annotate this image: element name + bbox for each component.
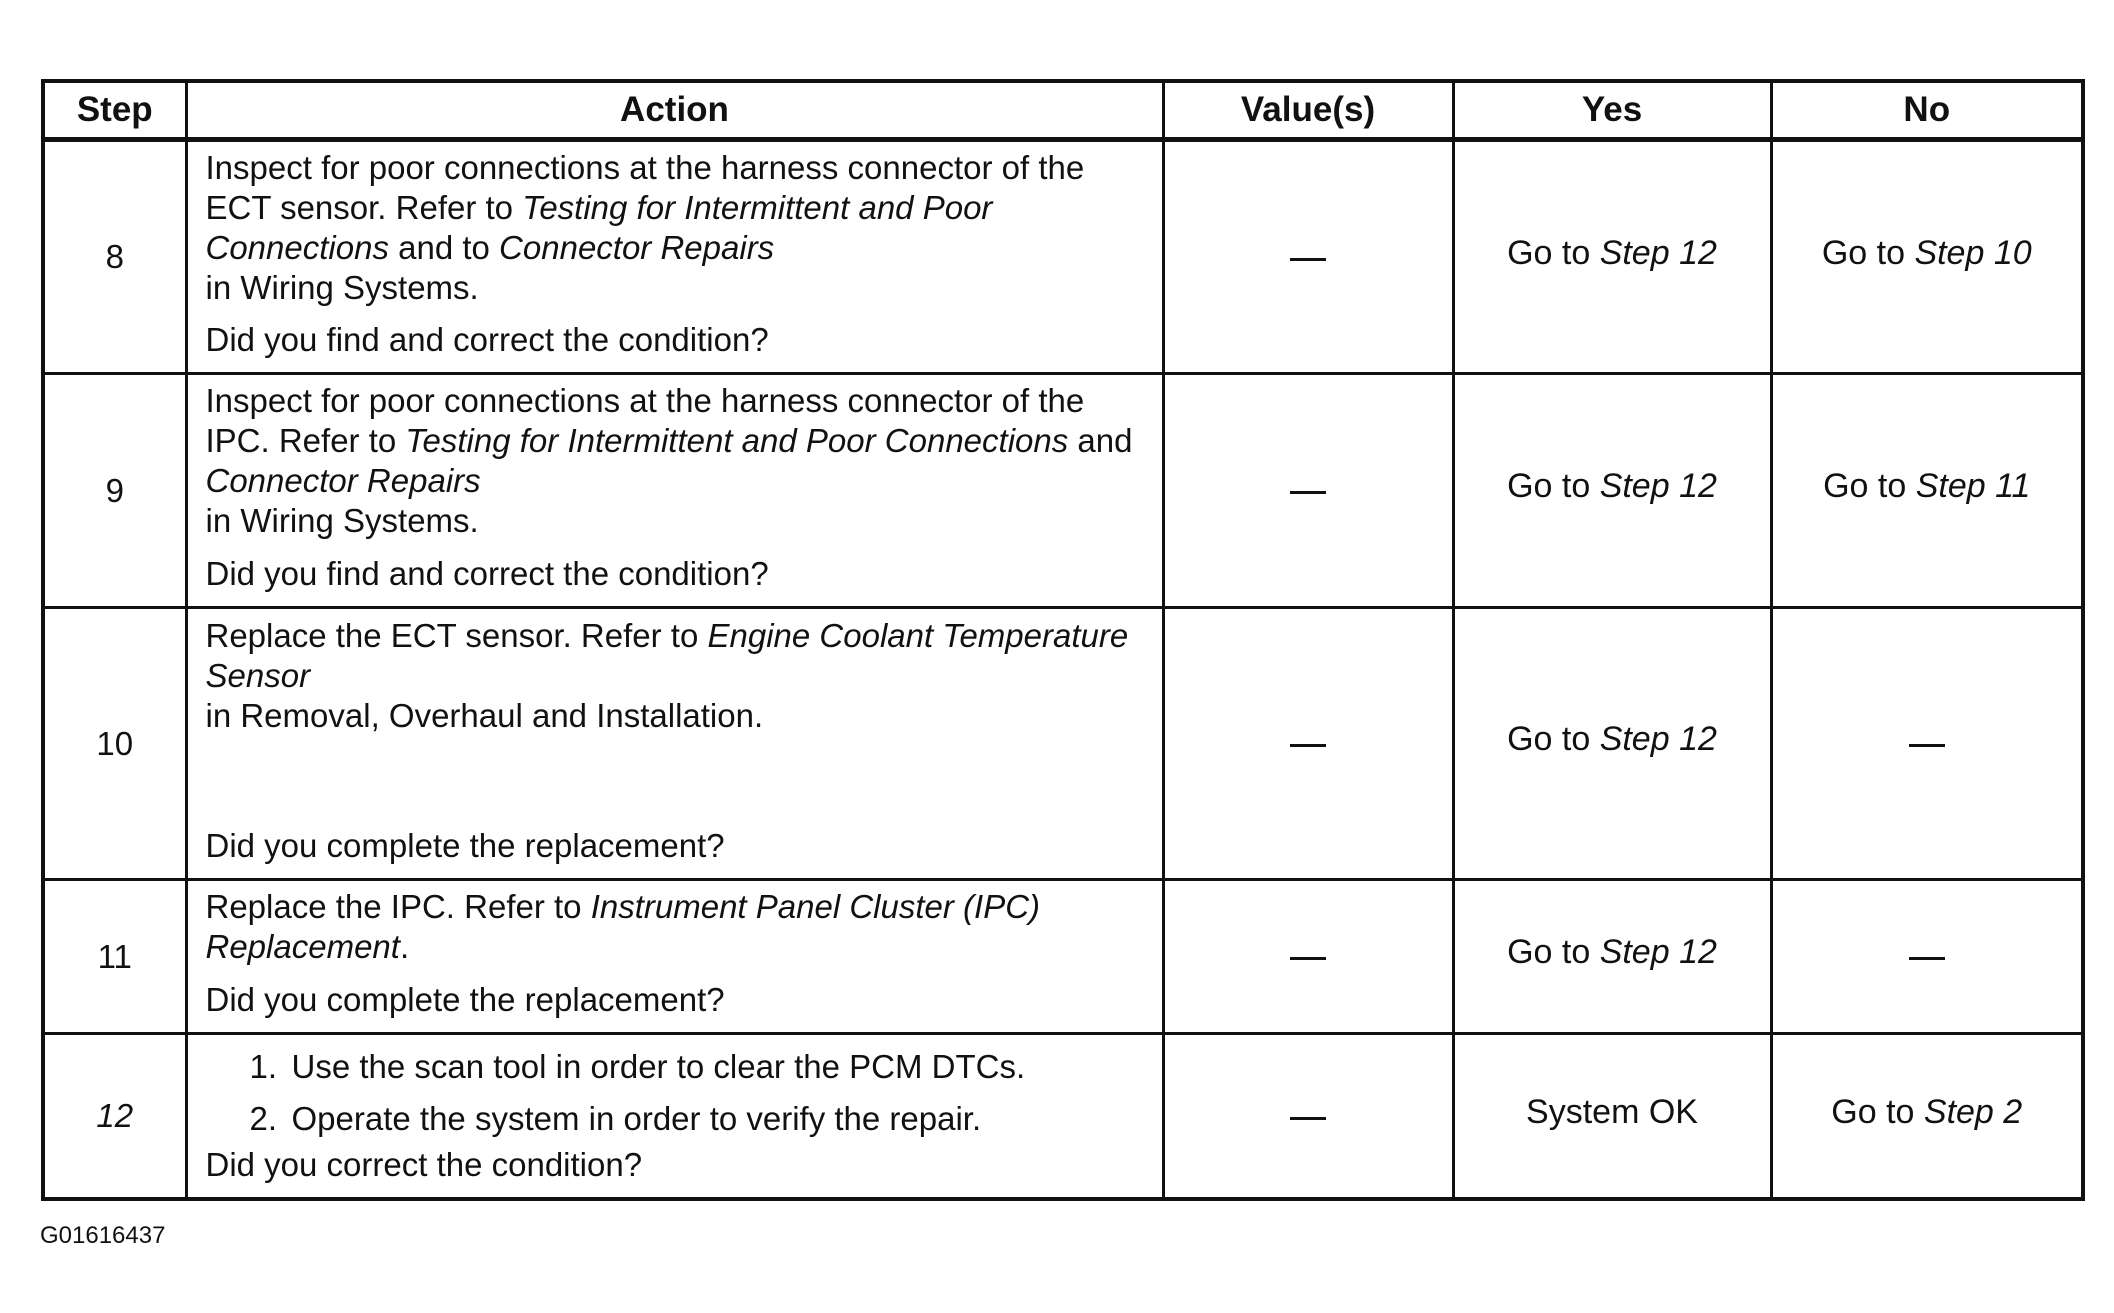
header-action: Action (186, 81, 1163, 140)
step-number: 10 (43, 608, 186, 880)
no-cell (1771, 880, 2083, 1034)
action-cell (186, 608, 1163, 880)
action-cell (186, 880, 1163, 1034)
step-number: 11 (43, 880, 186, 1034)
figure-id: G01616437 (40, 1222, 166, 1249)
question-text: Did you correct the condition? (205, 1146, 643, 1183)
action-text: Inspect for poor connections at the harness connector of the ECT sensor. Refer to Testing for Intermittent and Poor Connections and to Connector Repairs in Wiring Systems. (205, 149, 1085, 306)
dash-mark (1290, 1117, 1326, 1120)
step-number: 9 (43, 374, 186, 608)
go-to-step-link: Step 12 (1599, 467, 1717, 505)
table-row-step-8 (43, 140, 2083, 374)
go-to-step-link: Step 12 (1599, 233, 1717, 272)
header-no: No (1771, 81, 2083, 140)
no-cell: Go to Step 11 (1771, 374, 2083, 608)
diagnostic-table (41, 79, 2085, 1201)
header-values: Value(s) (1163, 81, 1453, 140)
list-item: 1. Use the scan tool in order to clear the PCM DTCs. (249, 1048, 1026, 1085)
go-to-step-link: Step 2 (1923, 1092, 2023, 1131)
no-cell: Go to Step 2 (1771, 1034, 2083, 1200)
step-number: 8 (43, 140, 186, 374)
table-row-step-9 (43, 374, 2083, 608)
value-cell (1163, 880, 1453, 1034)
reference-link: Testing for Intermittent and Poor Connections (405, 422, 1069, 459)
reference-link: Testing for Intermittent and Poor Connections (205, 189, 993, 266)
table-row-step-10 (43, 608, 2083, 880)
no-cell: Go to Step 10 (1771, 140, 2083, 374)
dash-mark (1290, 744, 1326, 747)
yes-cell: Go to Step 12 (1453, 374, 1771, 608)
dash-mark (1290, 258, 1326, 261)
action-cell (186, 1034, 1163, 1200)
action-text: Replace the ECT sensor. Refer to Engine Coolant Temperature Sensor in Removal, Overhaul and Installation. (205, 616, 1129, 734)
table-row-step-12 (43, 1034, 2083, 1200)
yes-cell: System OK (1453, 1034, 1771, 1200)
yes-cell: Go to Step 12 (1453, 140, 1771, 374)
dash-mark (1290, 957, 1326, 960)
question-text: Did you find and correct the condition? (205, 321, 769, 358)
value-cell (1163, 140, 1453, 374)
go-to-step-link: Step 10 (1914, 233, 2032, 272)
dash-mark (1909, 744, 1945, 747)
go-to-step-link: Step 12 (1599, 720, 1717, 758)
table-row-step-11 (43, 880, 2083, 1034)
question-text: Did you complete the replacement? (205, 981, 725, 1018)
header-row (43, 81, 2083, 140)
no-cell (1771, 608, 2083, 880)
reference-link: Engine Coolant Temperature Sensor (205, 616, 1129, 694)
question-text: Did you complete the replacement? (205, 826, 725, 864)
list-item: 2. Operate the system in order to verify the repair. (249, 1100, 982, 1137)
action-cell (186, 374, 1163, 608)
dash-mark (1290, 491, 1326, 494)
go-to-step-link: Step 11 (1915, 467, 2031, 505)
question-text: Did you find and correct the condition? (205, 555, 769, 592)
step-number: 12 (43, 1034, 186, 1200)
value-cell (1163, 1034, 1453, 1200)
dash-mark (1909, 957, 1945, 960)
reference-link: Connector Repairs (205, 462, 481, 499)
action-cell (186, 140, 1163, 374)
header-step: Step (43, 81, 186, 140)
go-to-step-link: Step 12 (1599, 933, 1717, 971)
header-yes: Yes (1453, 81, 1771, 140)
action-text: Inspect for poor connections at the harness connector of the IPC. Refer to Testing for Intermittent and Poor Connections and Connector Repairs in Wiring Systems. (205, 382, 1133, 539)
yes-cell: Go to Step 12 (1453, 880, 1771, 1034)
numbered-steps (206, 1041, 1148, 1145)
yes-cell: Go to Step 12 (1453, 608, 1771, 880)
value-cell (1163, 608, 1453, 880)
action-text: Replace the IPC. Refer to Instrument Panel Cluster (IPC) Replacement. (205, 888, 1041, 965)
reference-link: Instrument Panel Cluster (IPC) Replacement (205, 888, 1041, 965)
value-cell (1163, 374, 1453, 608)
reference-link: Connector Repairs (499, 229, 775, 266)
